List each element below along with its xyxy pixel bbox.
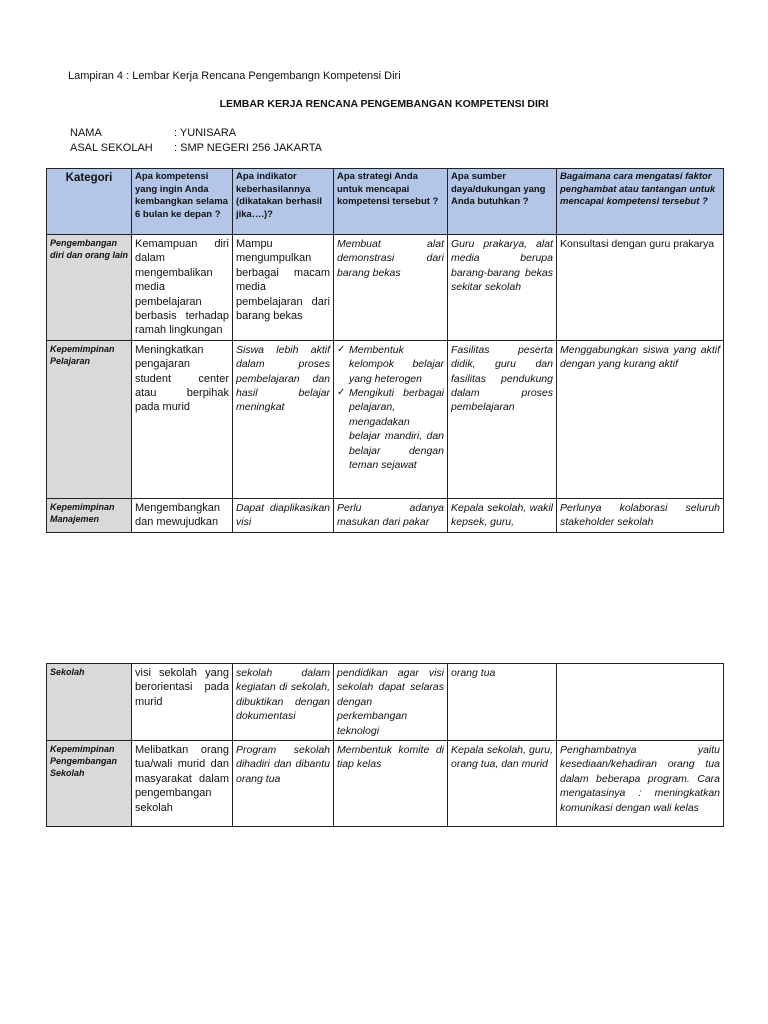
header-competency: Apa kompetensi yang ingin Anda kembangkan selama 6 bulan ke depan ? (132, 169, 233, 235)
name-value: : YUNISARA (174, 127, 237, 139)
row-resources: Kepala sekolah, wakil kepsek, guru, (448, 498, 557, 532)
document-title: LEMBAR KERJA RENCANA PENGEMBANGAN KOMPETENSI DIRI (219, 98, 549, 110)
row-resources: orang tua (448, 664, 557, 741)
row-overcome: Konsultasi dengan guru prakarya (557, 235, 724, 341)
name-line (70, 127, 236, 139)
row-resources: Kepala sekolah, guru, orang tua, dan murid (448, 741, 557, 827)
row-overcome: Menggabungkan siswa yang aktif dengan yang kurang aktif (557, 340, 724, 498)
row-overcome: Penghambatnya yaitu kesediaan/kehadiran orang tua dalam beberapa program. Cara mengatasinya : meningkatkan komunikasi dengan wali kelas (557, 741, 724, 827)
row-category: Kepemimpinan Manajemen (47, 498, 132, 532)
school-value: : SMP NEGERI 256 JAKARTA (174, 142, 322, 154)
header-indicator: Apa indikator keberhasilannya (dikatakan berhasil jika….)? (233, 169, 334, 235)
row-strategy: Perlu adanya masukan dari pakar (334, 498, 448, 532)
row-competency: Meningkatkan pengajaran student center atau berpihak pada murid (132, 340, 233, 498)
row-category: Kepemimpinan Pelajaran (47, 340, 132, 498)
appendix-label: Lampiran 4 : Lembar Kerja Rencana Pengembangn Kompetensi Diri (68, 70, 401, 82)
row-category: Pengembangan diri dan orang lain (47, 235, 132, 341)
row-competency: Kemampuan diri dalam mengembalikan media pembelajaran berbasis terhadap ramah lingkungan (132, 235, 233, 341)
row-category: Kepemimpinan Pengembangan Sekolah (47, 741, 132, 827)
row-competency: Melibatkan orang tua/wali murid dan masyarakat dalam pengembangan sekolah (132, 741, 233, 827)
header-resources: Apa sumber daya/dukungan yang Anda butuhkan ? (448, 169, 557, 235)
name-label: NAMA (70, 127, 102, 139)
row-competency: visi sekolah yang berorientasi pada murid (132, 664, 233, 741)
school-label: ASAL SEKOLAH (70, 142, 153, 154)
table-row (47, 340, 724, 498)
row-indicator: Dapat diaplikasikan visi (233, 498, 334, 532)
row-indicator: sekolah dalam kegiatan di sekolah, dibuktikan dengan dokumentasi (233, 664, 334, 741)
competency-table (46, 168, 724, 533)
competency-table-continued (46, 663, 724, 827)
header-category: Kategori (47, 169, 132, 235)
row-resources: Guru prakarya, alat media berupa barang-barang bekas sekitar sekolah (448, 235, 557, 341)
strategy-check-item: ✓ Mengikuti berbagai pelajaran, mengadakan belajar mandiri, dan belajar dengan teman sejawat (337, 386, 444, 472)
row-competency: Mengembangkan dan mewujudkan (132, 498, 233, 532)
row-indicator: Mampu mengumpulkan berbagai macam media pembelajaran dari barang bekas (233, 235, 334, 341)
table-row (47, 498, 724, 532)
strategy-checklist (337, 343, 444, 473)
header-strategy: Apa strategi Anda untuk mencapai kompetensi tersebut ? (334, 169, 448, 235)
row-strategy: Membuat alat demonstrasi dari barang bekas (334, 235, 448, 341)
row-indicator: Siswa lebih aktif dalam proses pembelajaran dan hasil belajar meningkat (233, 340, 334, 498)
row-strategy: Membentuk komite di tiap kelas (334, 741, 448, 827)
row-overcome (557, 664, 724, 741)
strategy-check-item: ✓ Membentuk kelompok belajar yang heterogen (337, 343, 444, 386)
table-row (47, 235, 724, 341)
table-header-row (47, 169, 724, 235)
row-category: Sekolah (47, 664, 132, 741)
table-row (47, 741, 724, 827)
row-overcome: Perlunya kolaborasi seluruh stakeholder sekolah (557, 498, 724, 532)
header-overcome: Bagaimana cara mengatasi faktor penghambat atau tantangan untuk mencapai kompetensi tersebut ? (557, 169, 724, 235)
school-line (70, 142, 322, 154)
row-strategy: pendidikan agar visi sekolah dapat selaras dengan perkembangan teknologi (334, 664, 448, 741)
row-resources: Fasilitas peserta didik, guru dan fasilitas pendukung dalam proses pembelajaran (448, 340, 557, 498)
row-strategy (334, 340, 448, 498)
row-indicator: Program sekolah dihadiri dan dibantu orang tua (233, 741, 334, 827)
table-row (47, 664, 724, 741)
